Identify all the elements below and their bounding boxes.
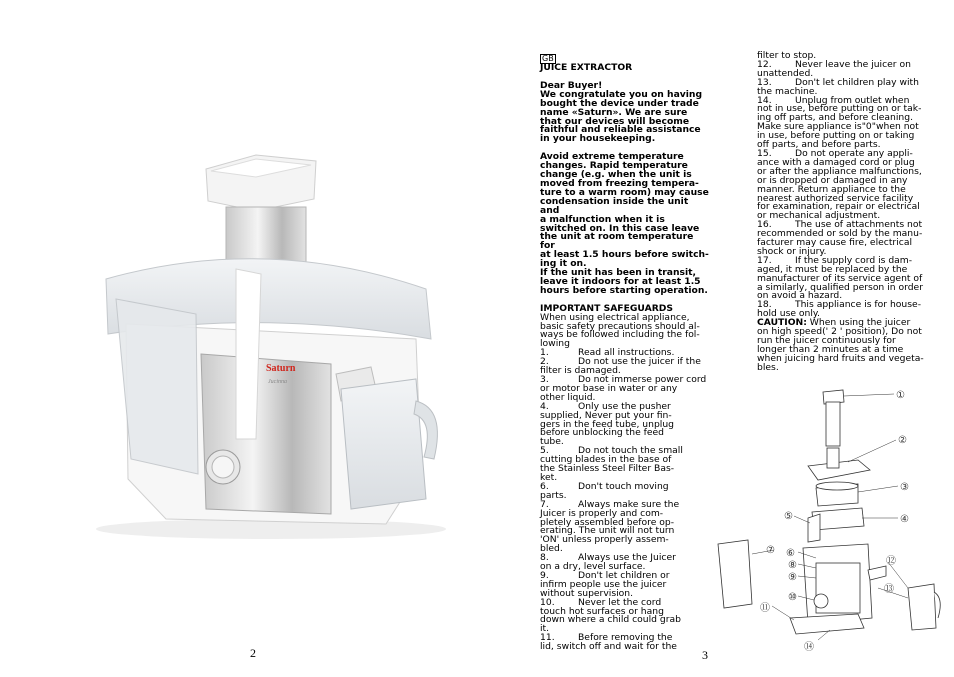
text-column-right: [757, 52, 937, 373]
juicer-photo: [86, 139, 456, 544]
page-number-left: 2: [250, 646, 256, 660]
diagram-label-10: ⑩: [788, 592, 797, 603]
safeguard-item-13: 13. Don't let children play with the machine.: [757, 76, 919, 97]
diagram-label-8: ⑧: [788, 560, 797, 571]
temperature-warning: Avoid extreme temperature changes. Rapid temperature change (e.g. when the unit is moved from freezing tempera- ture to a warm room) may cause condensation inside the unit and a malfunction when it is switched on. In this case leave the unit at room temperature for at least 1.5 hours before switch- ing it on. If the unit has been in transit, leave it indoors for at least 1.5 hours before starting operation.: [540, 151, 709, 296]
diagram-label-11: ⑪: [760, 603, 770, 614]
safeguard-item-1: 1. Read all instructions.: [540, 347, 675, 359]
diagram-label-3: ③: [900, 482, 909, 493]
continued-item-11: filter to stop.: [757, 50, 817, 61]
document-title: JUICE EXTRACTOR: [540, 62, 633, 73]
safeguard-item-6: 6. Don't touch moving parts.: [540, 480, 669, 501]
diagram-label-7: ⑦: [766, 545, 775, 556]
page-number-right: 3: [702, 648, 708, 662]
brand-logo: Saturn: [266, 363, 296, 374]
safeguards-heading: IMPORTANT SAFEGUARDS: [540, 302, 674, 314]
diagram-label-14: ⑭: [804, 642, 814, 653]
diagram-label-6: ⑥: [786, 548, 795, 559]
safeguards-intro: When using electrical appliance, basic safety precautions should al- ways be followed including the fol- lowing: [540, 311, 700, 350]
diagram-label-1: ①: [896, 390, 905, 401]
language-badge: GB: [542, 54, 554, 63]
safeguard-item-15: 15. Do not operate any appli- ance with a damaged cord or plug or after the appliance malfunctions, or is dropped or damaged in any manner. Return appliance to the nearest authorized service facility for examination, repair or electrical or mechanical adjustment.: [757, 147, 922, 222]
caution-note: CAUTION: When using the juicer on high speed(' 2 ' position), Do not run the juicer continuously for longer than 2 minutes at a time when juicing hard fruits and vegeta- bles.: [757, 317, 924, 373]
diagram-label-5: ⑤: [784, 511, 793, 522]
safeguard-item-14: 14. Unplug from outlet when not in use, before putting on or tak- ing off parts, and before cleaning. Make sure appliance is"0"when not in use, before putting on or taking off parts, and before parts.: [757, 94, 922, 151]
safeguard-item-18: 18. This appliance is for house- hold use only.: [757, 299, 922, 320]
safeguard-item-3: 3. Do not immerse power cord or motor base in water or any other liquid.: [540, 374, 707, 403]
text-column-middle: [540, 54, 710, 652]
safeguard-item-4: 4. Only use the pusher supplied, Never put your fin- gers in the feed tube, unplug before unblocking the feed tube.: [540, 400, 674, 448]
diagram-label-13: ⑬: [884, 584, 894, 595]
safeguard-item-5: 5. Do not touch the small cutting blades in the base of the Stainless Steel Filter Bas- ket.: [540, 445, 683, 483]
safeguard-item-17: 17. If the supply cord is dam- aged, it must be replaced by the manufacturer of its service agent of a similarly, qualified person in order on avoid a hazard.: [757, 254, 923, 302]
safeguard-item-2: 2. Do not use the juicer if the filter is damaged.: [540, 356, 701, 377]
safeguard-item-16: 16. The use of attachments not recommended or sold by the manu- facturer may cause fire, electrical shock or injury.: [757, 219, 923, 257]
intro-paragraph: Dear Buyer! We congratulate you on having bought the device under trade name «Saturn». We are sure that our devices will become faithful and reliable assistance in your housekeeping.: [540, 79, 703, 145]
brand-script: Jucinna: [268, 379, 287, 385]
diagram-label-2: ②: [898, 435, 907, 446]
parts-diagram: [708, 378, 944, 656]
safeguard-item-9: 9. Don't let children or infirm people use the juicer without supervision.: [540, 569, 670, 599]
diagram-label-4: ④: [900, 514, 909, 525]
safeguard-item-7: 7. Always make sure the Juicer is properly and com- pletely assembled before op- erating. The unit will not turn 'ON' unless properly assem- bled.: [540, 498, 680, 555]
diagram-label-12: ⑫: [886, 556, 896, 567]
safeguard-item-11: 11. Before removing the lid, switch off and wait for the: [540, 632, 677, 653]
diagram-label-9: ⑨: [788, 572, 797, 583]
safeguard-item-12: 12. Never leave the juicer on unattended.: [757, 58, 911, 79]
safeguard-item-10: 10. Never let the cord touch hot surfaces or hang down where a child could grab it.: [540, 596, 682, 635]
safeguard-item-8: 8. Always use the Juicer on a dry, level surface.: [540, 552, 676, 573]
